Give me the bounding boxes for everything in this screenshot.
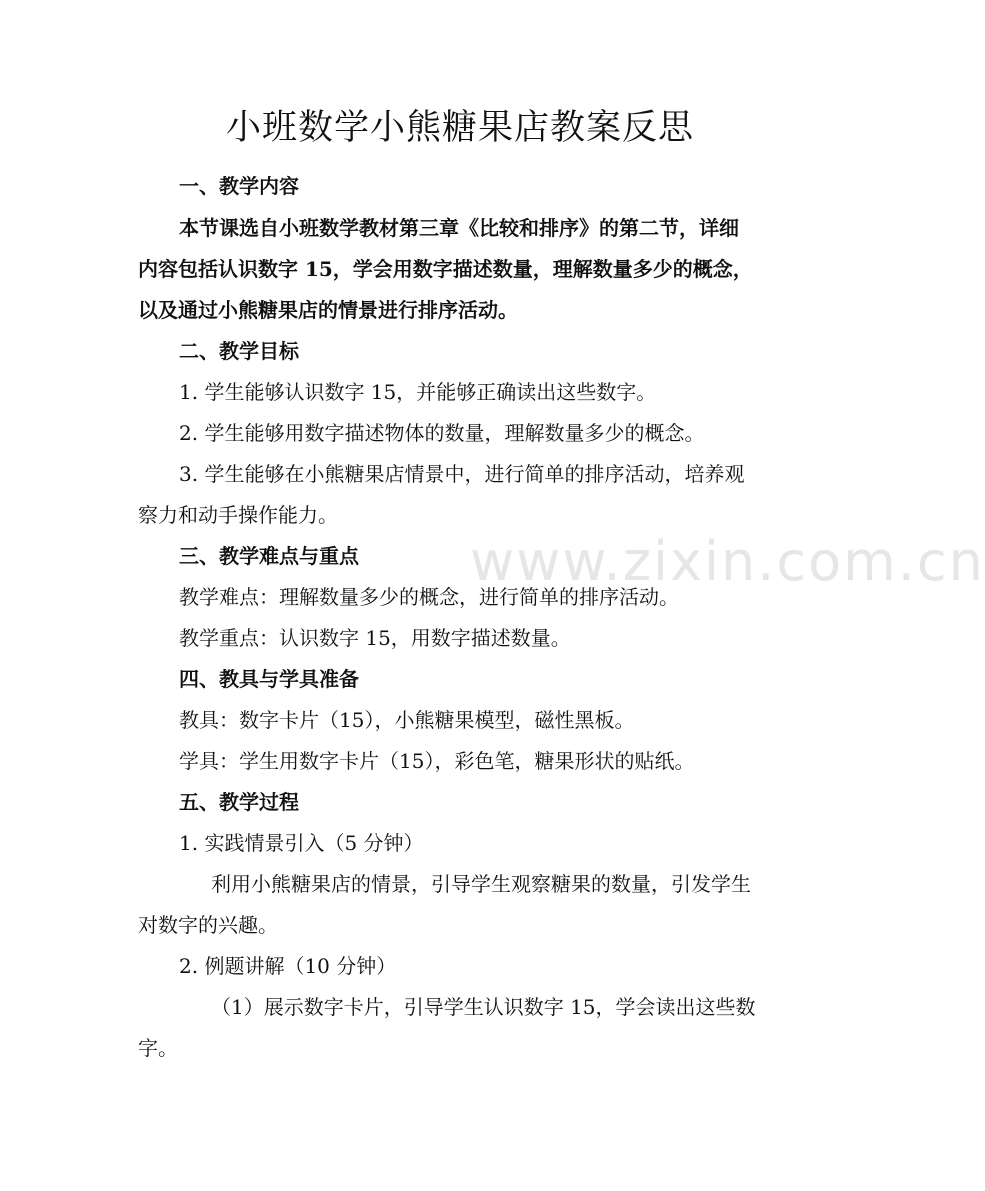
paragraph-line: 以及通过小熊糖果店的情景进行排序活动。 — [138, 298, 518, 322]
list-item: 1. 实践情景引入（5 分钟） — [179, 831, 424, 855]
list-item: 3. 学生能够在小熊糖果店情景中，进行简单的排序活动，培养观 — [179, 462, 745, 486]
paragraph-line: 教具：数字卡片（15），小熊糖果模型，磁性黑板。 — [179, 708, 635, 732]
list-item-continuation: 察力和动手操作能力。 — [138, 503, 338, 527]
section-heading-process: 五、教学过程 — [179, 790, 299, 814]
page-title: 小班数学小熊糖果店教案反思 — [225, 108, 694, 148]
list-item: 2. 学生能够用数字描述物体的数量，理解数量多少的概念。 — [179, 421, 705, 445]
paragraph-line: （1）展示数字卡片，引导学生认识数字 15，学会读出这些数 — [211, 995, 756, 1019]
list-item: 1. 学生能够认识数字 15，并能够正确读出这些数字。 — [179, 380, 657, 404]
paragraph-line: 教学重点：认识数字 15，用数字描述数量。 — [179, 626, 571, 650]
paragraph-line: 利用小熊糖果店的情景，引导学生观察糖果的数量，引发学生 — [211, 872, 751, 896]
watermark: www.zixin.com.cn — [470, 530, 985, 593]
section-heading-key-points: 三、教学难点与重点 — [179, 544, 359, 568]
section-heading-goals: 二、教学目标 — [179, 339, 299, 363]
list-item: 2. 例题讲解（10 分钟） — [179, 954, 397, 978]
paragraph-line: 对数字的兴趣。 — [138, 913, 278, 937]
paragraph-line: 本节课选自小班数学教材第三章《比较和排序》的第二节，详细 — [179, 216, 739, 240]
paragraph-line: 教学难点：理解数量多少的概念，进行简单的排序活动。 — [179, 585, 679, 609]
section-heading-content: 一、教学内容 — [179, 174, 299, 198]
paragraph-line: 内容包括认识数字 15，学会用数字描述数量，理解数量多少的概念， — [138, 257, 753, 281]
section-heading-materials: 四、教具与学具准备 — [179, 667, 359, 691]
paragraph-line: 字。 — [138, 1036, 178, 1060]
paragraph-line: 学具：学生用数字卡片（15），彩色笔，糖果形状的贴纸。 — [179, 749, 695, 773]
